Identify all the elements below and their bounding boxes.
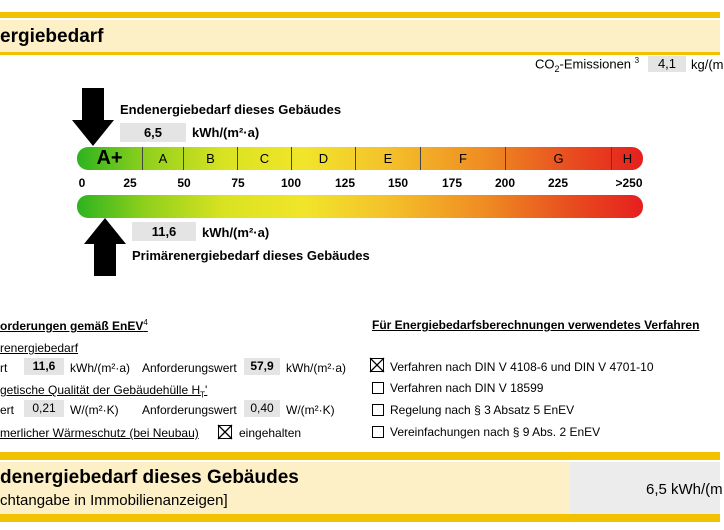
- method-label: Verfahren nach DIN V 18599: [390, 381, 544, 395]
- tick-label: 125: [334, 176, 356, 190]
- co2-label-post: -Emissionen: [559, 56, 632, 72]
- method-checkbox[interactable]: [372, 404, 384, 416]
- summer-protection-label: merlicher Wärmeschutz (bei Neubau): [0, 426, 199, 440]
- primary-actual-unit: kWh/(m²·a): [70, 361, 130, 375]
- envelope-title: [0, 383, 207, 399]
- primary-req-value: 57,9: [244, 358, 280, 375]
- envelope-title-suffix: ': [205, 383, 208, 397]
- co2-label-sub: 2: [554, 63, 560, 74]
- requirements-title-sup: 4: [143, 318, 148, 327]
- footer-bottom-border: [0, 514, 720, 522]
- primary-actual-label: rt: [0, 361, 8, 375]
- envelope-title-text: getische Qualität der Gebäudehülle H: [0, 383, 201, 397]
- class-b: B: [183, 147, 237, 170]
- energy-scale-bar-lower: [77, 195, 643, 218]
- header-divider: [0, 52, 720, 55]
- tick-label: 50: [177, 176, 191, 190]
- summer-status: eingehalten: [239, 426, 302, 440]
- header-band: [0, 20, 720, 52]
- primary-actual-value: 11,6: [24, 358, 64, 375]
- method-label: Vereinfachungen nach § 9 Abs. 2 EnEV: [390, 425, 601, 439]
- primary-req-label: Anforderungswert: [142, 361, 237, 375]
- tick-label: 200: [494, 176, 516, 190]
- envelope-req-value: 0,40: [244, 400, 280, 417]
- class-aplus: A+: [96, 147, 123, 169]
- method-checkbox[interactable]: [372, 426, 384, 438]
- envelope-req-unit: W/(m²·K): [286, 403, 335, 417]
- footer-top-border: [0, 452, 720, 460]
- methods-title: Für Energiebedarfsberechnungen verwendetes Verfahren: [372, 318, 700, 332]
- envelope-actual-unit: W/(m²·K): [70, 403, 119, 417]
- tick-label: 75: [231, 176, 245, 190]
- primary-energy-value: 11,6: [132, 222, 196, 241]
- primary-requirement-title: renergiebedarf: [0, 341, 79, 355]
- tick-label: 25: [123, 176, 137, 190]
- tick-label: 225: [547, 176, 569, 190]
- tick-label: 100: [280, 176, 302, 190]
- class-h: H: [611, 147, 643, 170]
- class-g: G: [505, 147, 611, 170]
- tick-label: 175: [441, 176, 463, 190]
- end-energy-unit: kWh/(m²·a): [192, 125, 260, 140]
- class-a: A: [142, 147, 183, 170]
- class-d: D: [291, 147, 355, 170]
- primary-energy-label: Primärenergiebedarf dieses Gebäudes: [132, 248, 370, 263]
- method-label: Regelung nach § 3 Absatz 5 EnEV: [390, 403, 575, 417]
- co2-label-pre: CO: [535, 56, 555, 72]
- top-border: [0, 12, 720, 18]
- end-energy-arrow-icon: [72, 88, 114, 146]
- energy-scale-bar: [77, 147, 643, 170]
- class-e: E: [355, 147, 420, 170]
- tick-label: 0: [78, 176, 86, 190]
- envelope-actual-value: 0,21: [24, 400, 64, 417]
- envelope-title-sub: T: [200, 390, 206, 400]
- requirements-title: [0, 318, 148, 333]
- footer-subtitle: chtangabe in Immobilienanzeigen]: [0, 492, 228, 509]
- summer-checkbox[interactable]: [218, 425, 232, 439]
- class-c: C: [237, 147, 291, 170]
- footer-title: denergiebedarf dieses Gebäudes: [0, 467, 299, 488]
- tick-label: >250: [615, 176, 643, 190]
- footer-value: 6,5 kWh/(m: [646, 481, 723, 498]
- method-checkbox[interactable]: [372, 382, 384, 394]
- end-energy-label: Endenergiebedarf dieses Gebäudes: [120, 102, 342, 117]
- end-energy-value: 6,5: [120, 123, 186, 142]
- envelope-actual-label: ert: [0, 403, 15, 417]
- envelope-req-label: Anforderungswert: [142, 403, 237, 417]
- primary-energy-unit: kWh/(m²·a): [202, 225, 270, 240]
- co2-value: 4,1: [648, 56, 686, 72]
- tick-label: 150: [387, 176, 409, 190]
- co2-unit: kg/(m: [691, 57, 724, 72]
- page-title: ergiebedarf: [0, 26, 104, 47]
- primary-req-unit: kWh/(m²·a): [286, 361, 346, 375]
- class-f: F: [420, 147, 505, 170]
- method-label: Verfahren nach DIN V 4108-6 und DIN V 4701-10: [390, 360, 654, 374]
- co2-emissions: [535, 56, 639, 74]
- co2-footnote: 3: [634, 56, 640, 65]
- method-checkbox-checked[interactable]: [370, 358, 384, 372]
- primary-energy-arrow-icon: [84, 218, 126, 276]
- requirements-title-text: orderungen gemäß EnEV: [0, 319, 144, 333]
